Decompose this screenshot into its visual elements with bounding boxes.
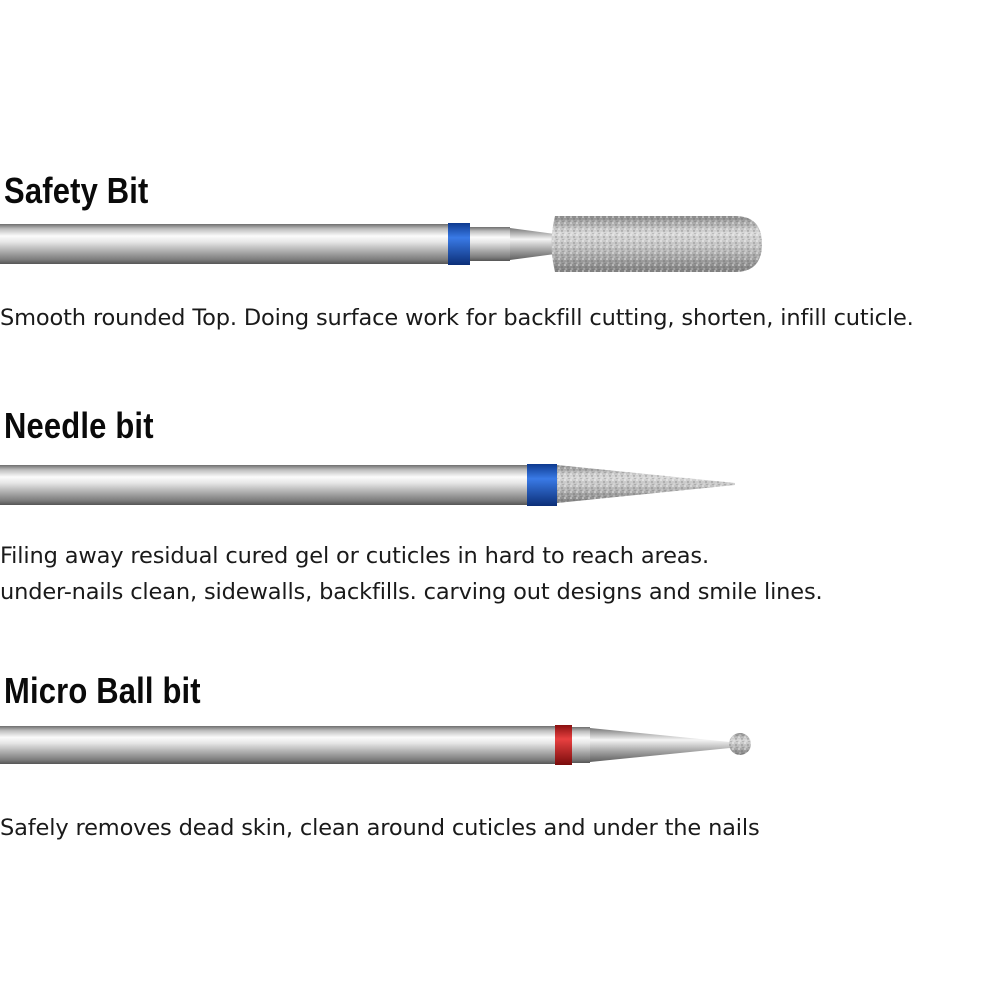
needle-bit-description <box>0 538 823 610</box>
needle-bit-color-band <box>527 464 557 506</box>
micro-ball-bit-color-band <box>555 725 572 765</box>
micro-ball-bit-title: Micro Ball bit <box>4 670 201 711</box>
description-line: Filing away residual cured gel or cuticles in hard to reach areas. <box>0 543 709 569</box>
description-line: Safely removes dead skin, clean around cuticles and under the nails <box>0 815 760 841</box>
safety-bit-description <box>0 300 914 336</box>
safety-bit-image <box>0 210 780 280</box>
description-line: Smooth rounded Top. Doing surface work for backfill cutting, shorten, infill cuticle. <box>0 305 914 331</box>
needle-bit-title: Needle bit <box>4 405 154 446</box>
safety-bit-title: Safety Bit <box>4 170 149 211</box>
micro-ball-bit-image <box>0 718 780 778</box>
needle-bit-image <box>0 455 780 515</box>
micro-ball-bit-description <box>0 810 760 846</box>
description-line: under-nails clean, sidewalls, backfills. carving out designs and smile lines. <box>0 579 823 605</box>
safety-bit-color-band <box>448 223 470 265</box>
